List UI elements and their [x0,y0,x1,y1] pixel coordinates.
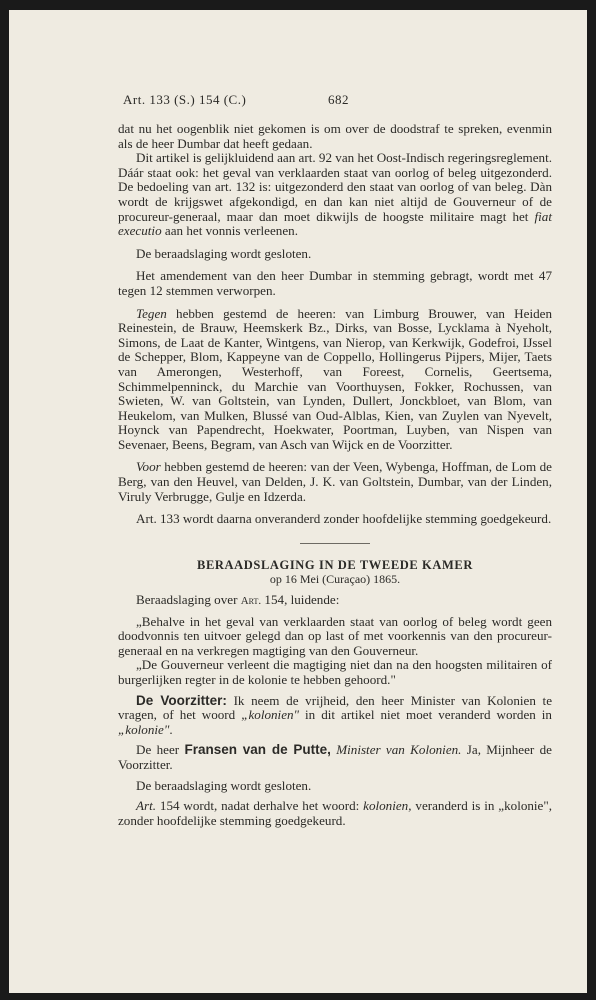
section-date: op 16 Mei (Curaçao) 1865. [269,572,401,587]
quoted-article-text: „Behalve in het geval van verklaarden staat van oorlog of beleg wordt geen doodvonnis ten uitvoer gelegd dan op last of met voorkennis van den procureur-generaal en na verkregen magtiging van den Gouverneur. [118,613,552,658]
speech-paragraph: De heer Fransen van de Putte, Minister van Kolonien. Ja, Mijnheer de Voorzitter. [118,742,552,772]
paragraph: Art. 154 wordt, nadat derhalve het woord: kolonien, veranderd is in „kolonie", zonder hoofdelijke stemming goedgekeurd. [118,798,552,828]
speech-paragraph: De Voorzitter: Ik neem de vrijheid, den heer Minister van Kolonien te vragen, of het woord „kolonien" in dit artikel niet moet veranderd worden in „kolonie". [118,692,553,737]
paragraph: De beraadslaging wordt gesloten. [136,777,312,793]
speaker-name: De Voorzitter: [136,692,227,708]
quoted-article-text: „De Gouverneur verleent die magtiging niet dan na den hoogsten militairen of burgerlijken regter in de kolonie te hebben gehoord." [118,657,552,687]
section-title: BERAADSLAGING IN DE TWEEDE KAMER [197,557,473,572]
speaker-name: Fransen van de Putte, [184,742,331,758]
paragraph: Het amendement van den heer Dumbar in stemming gebragt, wordt met 47 tegen 12 stemmen verworpen. [118,268,552,298]
vote-for-paragraph: Voor hebben gestemd de heeren: van der Veen, Wybenga, Hoffman, de Lom de Berg, van den Heuvel, van Delden, J. K. van Goltstein, Dumbar, van der Linden, Viruly Verbrugge, Gulje en Idzerda. [118,459,552,504]
document-page [9,10,587,993]
paragraph: Dit artikel is gelijkluidend aan art. 92 van het Oost-Indisch regeringsreglement. Dáár staat ook: het geval van verklaarden staat van oorlog of beleg uitgezonderd. De bedoeling van art. 132 is: uitgezonderd den staat van oorlog of van beleg. Dàn wordt de krijgswet afgekondigd, en dan kan niet altijd de Gouverneur of de procureur-generaal, maar dan moet dikwijls de hoogste militaire magt het fiat executio aan het vonnis verleenen. [118,150,552,239]
section-divider [300,543,370,544]
page-number: 682 [328,92,349,107]
paragraph: dat nu het oogenblik niet gekomen is om over de doodstraf te spreken, evenmin als de heer Dumbar dat heeft gedaan. [118,121,552,151]
paragraph: Beraadslaging over Art. 154, luidende: [136,592,340,608]
vote-against-paragraph: Tegen hebben gestemd de heeren: van Limburg Brouwer, van Heiden Reinestein, de Brauw, Heemskerk Bz., Dirks, van Bosse, Lycklama à Nyeholt, Simons, de Laat de Kanter, Wintgens, van Nierop, van Kerkwijk, Godefroi, IJssel de Schepper, Blom, Kappeyne van de Coppello, Hollingerus Pijpers, Mijer, Taets van Amerongen, Westerhoff, van Foreest, Cornelis, Geertsema, Schimmelpenninck, du Marchie van Voorthuysen, Fokker, Rochussen, van Swieten, W. van Goltstein, van Lynden, Dullert, Jonckbloet, van Blom, van Heukelom, van Mulken, Blussé van Oud-Alblas, Kien, van Zuylen van Nyevelt, Hoynck van Papendrecht, Hoekwater, Poortman, Luyben, van Nispen van Sevenaer, Beens, Begram, van Asch van Wijck en de Voorzitter. [118,305,552,452]
paragraph: De beraadslaging wordt gesloten. [136,245,312,261]
page-body [118,122,552,828]
paragraph: Art. 133 wordt daarna onveranderd zonder hoofdelijke stemming goedgekeurd. [136,511,552,527]
article-reference: Art. 133 (S.) 154 (C.) [123,92,247,107]
